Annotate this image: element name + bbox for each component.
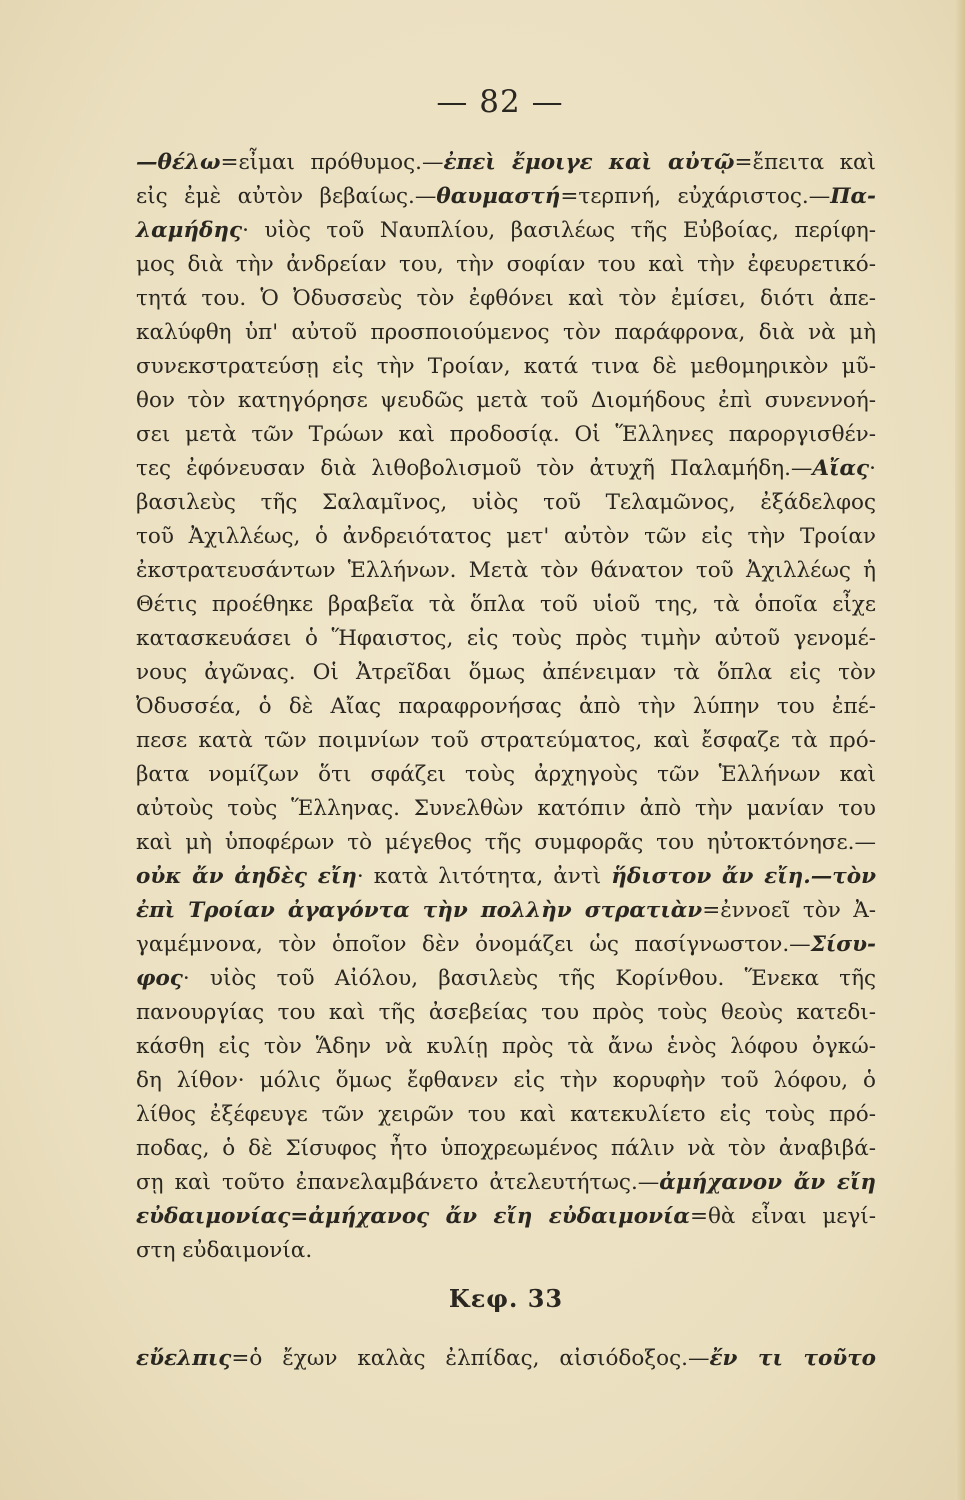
text-line (136, 826, 876, 860)
text-line (136, 860, 876, 894)
gloss-text: =τερπνή, εὐχάριστος.— (560, 184, 831, 209)
text-line (136, 146, 876, 180)
text-line (136, 180, 876, 214)
lemma-term: ἥδιστον ἄν εἴη.—τὸν (611, 864, 877, 889)
text-line (136, 282, 876, 316)
gloss-text: γαμέμνονα, τὸν ὁποῖον δὲν ὀνομάζει ὡς πασίγνωστον.— (136, 932, 811, 957)
chapter-lines (136, 1342, 876, 1376)
text-line (136, 1064, 876, 1098)
page-number: — 82 — (436, 84, 564, 120)
gloss-text: τοῦ Ἀχιλλέως, ὁ ἀνδρειότατος μετ' αὐτὸν τῶν εἰς τὴν Τροίαν (136, 524, 876, 549)
gloss-text: Ὀδυσσέα, ὁ δὲ Αἴας παραφρονήσας ἀπὸ τὴν λύπην του ἐπέ- (136, 694, 876, 719)
lemma-term: θαυμαστή (436, 184, 561, 209)
text-line (136, 248, 876, 282)
text-line (136, 1166, 876, 1200)
gloss-text: =ἐννοεῖ τὸν Ἀ- (702, 898, 877, 923)
page-edge (955, 0, 965, 1500)
gloss-text: συνεκστρατεύσῃ εἰς τὴν Τροίαν, κατά τινα δὲ μεθομηρικὸν μῦ- (136, 354, 876, 379)
gloss-text: πανουργίας του καὶ τῆς ἀσεβείας του πρὸς τοὺς θεοὺς κατεδι- (136, 1000, 876, 1025)
text-line (136, 486, 876, 520)
gloss-text: καὶ μὴ ὑποφέρων τὸ μέγεθος τῆς συμφορᾶς του ηὐτοκτόνησε.— (136, 830, 876, 855)
paragraph-lines (136, 146, 876, 1268)
gloss-text: ποδας, ὁ δὲ Σίσυφος ἦτο ὑποχρεωμένος πάλιν νὰ τὸν ἀναβιβά- (136, 1136, 876, 1161)
gloss-text: πεσε κατὰ τῶν ποιμνίων τοῦ στρατεύματος, καὶ ἔσφαζε τὰ πρό- (136, 728, 876, 753)
gloss-text: =ἔπειτα καὶ (734, 150, 876, 175)
gloss-text: βατα νομίζων ὅτι σφάζει τοὺς ἀρχηγοὺς τῶν Ἑλλήνων καὶ (136, 762, 876, 787)
chapter-heading: Κεφ. 33 (448, 1284, 564, 1313)
lemma-term: φος (136, 966, 183, 991)
gloss-text: στη εὐδαιμονία. (136, 1238, 313, 1263)
gloss-text: βασιλεὺς τῆς Σαλαμῖνος, υἱὸς τοῦ Τελαμῶνος, ἐξάδελφος (136, 490, 876, 515)
text-line (136, 1030, 876, 1064)
lemma-term: ἀμήχανον ἄν εἴη (659, 1170, 876, 1195)
text-line (136, 384, 876, 418)
gloss-text: =εἶμαι πρόθυμος.— (220, 150, 444, 175)
text-line (136, 350, 876, 384)
text-line (136, 1200, 876, 1234)
gloss-text: · υἱὸς τοῦ Αἰόλου, βασιλεὺς τῆς Κορίνθου. Ἕνεκα τῆς (182, 966, 876, 991)
text-line (136, 418, 876, 452)
lemma-term: Σίσυ- (810, 932, 876, 957)
gloss-text: κατασκευάσει ὁ Ἥφαιστος, εἰς τοὺς πρὸς τιμὴν αὐτοῦ γενομέ- (136, 626, 876, 651)
lemma-term: Πα- (830, 184, 876, 209)
text-line (136, 758, 876, 792)
text-line (136, 520, 876, 554)
lemma-term: ἐπεὶ ἔμοιγε καὶ αὐτῷ (443, 150, 735, 175)
gloss-text: δη λίθον· μόλις ὅμως ἔφθανεν εἰς τὴν κορυφὴν τοῦ λόφου, ὁ (136, 1068, 876, 1093)
gloss-text: τητά του. Ὁ Ὀδυσσεὺς τὸν ἐφθόνει καὶ τὸν ἐμίσει, διότι ἀπε- (136, 286, 876, 311)
gloss-text: · (869, 456, 876, 481)
text-line (136, 1234, 876, 1268)
gloss-text: κάσθη εἰς τὸν Ἅδην νὰ κυλίῃ πρὸς τὰ ἄνω ἑνὸς λόφου ὀγκώ- (136, 1034, 876, 1059)
lemma-term: ἐπὶ Τροίαν ἀγαγόντα τὴν πολλὴν στρατιὰν (136, 898, 703, 923)
text-line (136, 996, 876, 1030)
lemma-term: —θέλω (136, 150, 221, 175)
gloss-text: =ὁ ἔχων καλὰς ἐλπίδας, αἰσιόδοξος.— (231, 1346, 710, 1371)
text-line (136, 588, 876, 622)
gloss-text: λίθος ἐξέφευγε τῶν χειρῶν του καὶ κατεκυλίετο εἰς τοὺς πρό- (136, 1102, 876, 1127)
gloss-text: νους ἀγῶνας. Οἱ Ἀτρεῖδαι ὅμως ἀπένειμαν τὰ ὅπλα εἰς τὸν (136, 660, 876, 685)
text-line (136, 928, 876, 962)
lemma-term: ἔν τι τοῦτο (709, 1346, 877, 1371)
gloss-text: · κατὰ λιτότητα, ἀντὶ (356, 864, 612, 889)
text-line (136, 962, 876, 996)
gloss-text: μος διὰ τὴν ἀνδρείαν του, τὴν σοφίαν του καὶ τὴν ἐφευρετικό- (136, 252, 876, 277)
gloss-text: σει μετὰ τῶν Τρώων καὶ προδοσίᾳ. Οἱ Ἕλληνες παροργισθέν- (136, 422, 876, 447)
text-line (136, 1132, 876, 1166)
text-line (136, 214, 876, 248)
text-line (136, 452, 876, 486)
lemma-term: οὐκ ἄν ἀηδὲς εἴη (136, 864, 357, 889)
gloss-text: · υἱὸς τοῦ Ναυπλίου, βασιλέως τῆς Εὐβοίας, περίφη- (242, 218, 876, 243)
main-text (136, 146, 876, 1376)
text-line (136, 792, 876, 826)
lemma-term: εὔελπις (136, 1346, 232, 1371)
text-line (136, 1342, 876, 1376)
text-line (136, 724, 876, 758)
gloss-text: θον τὸν κατηγόρησε ψευδῶς μετὰ τοῦ Διομήδους ἐπὶ συνεννοή- (136, 388, 876, 413)
text-line (136, 894, 876, 928)
text-line (136, 316, 876, 350)
text-line (136, 622, 876, 656)
gloss-text: =θὰ εἶναι μεγί- (689, 1204, 876, 1229)
lemma-term: λαμήδης (136, 218, 243, 243)
gloss-text: εἰς ἐμὲ αὐτὸν βεβαίως.— (136, 184, 437, 209)
gloss-text: τες ἐφόνευσαν διὰ λιθοβολισμοῦ τὸν ἀτυχῆ Παλαμήδη.— (136, 456, 813, 481)
gloss-text: αὐτοὺς τοὺς Ἕλληνας. Συνελθὼν κατόπιν ἀπὸ τὴν μανίαν του (136, 796, 876, 821)
text-line (136, 656, 876, 690)
lemma-term: Αἴας (812, 456, 870, 481)
text-line (136, 690, 876, 724)
gloss-text: σῃ καὶ τοῦτο ἐπανελαμβάνετο ἀτελευτήτως.— (136, 1170, 660, 1195)
lemma-term: εὐδαιμονίας=ἀμήχανος ἄν εἴη εὐδαιμονία (136, 1204, 690, 1229)
text-line (136, 1098, 876, 1132)
gloss-text: καλύφθη ὑπ' αὐτοῦ προσποιούμενος τὸν παράφρονα, διὰ νὰ μὴ (136, 320, 876, 345)
gloss-text: ἐκστρατευσάντων Ἑλλήνων. Μετὰ τὸν θάνατον τοῦ Ἀχιλλέως ἡ (136, 558, 876, 583)
gloss-text: Θέτις προέθηκε βραβεῖα τὰ ὅπλα τοῦ υἱοῦ της, τὰ ὁποῖα εἶχε (136, 592, 876, 617)
text-line (136, 554, 876, 588)
